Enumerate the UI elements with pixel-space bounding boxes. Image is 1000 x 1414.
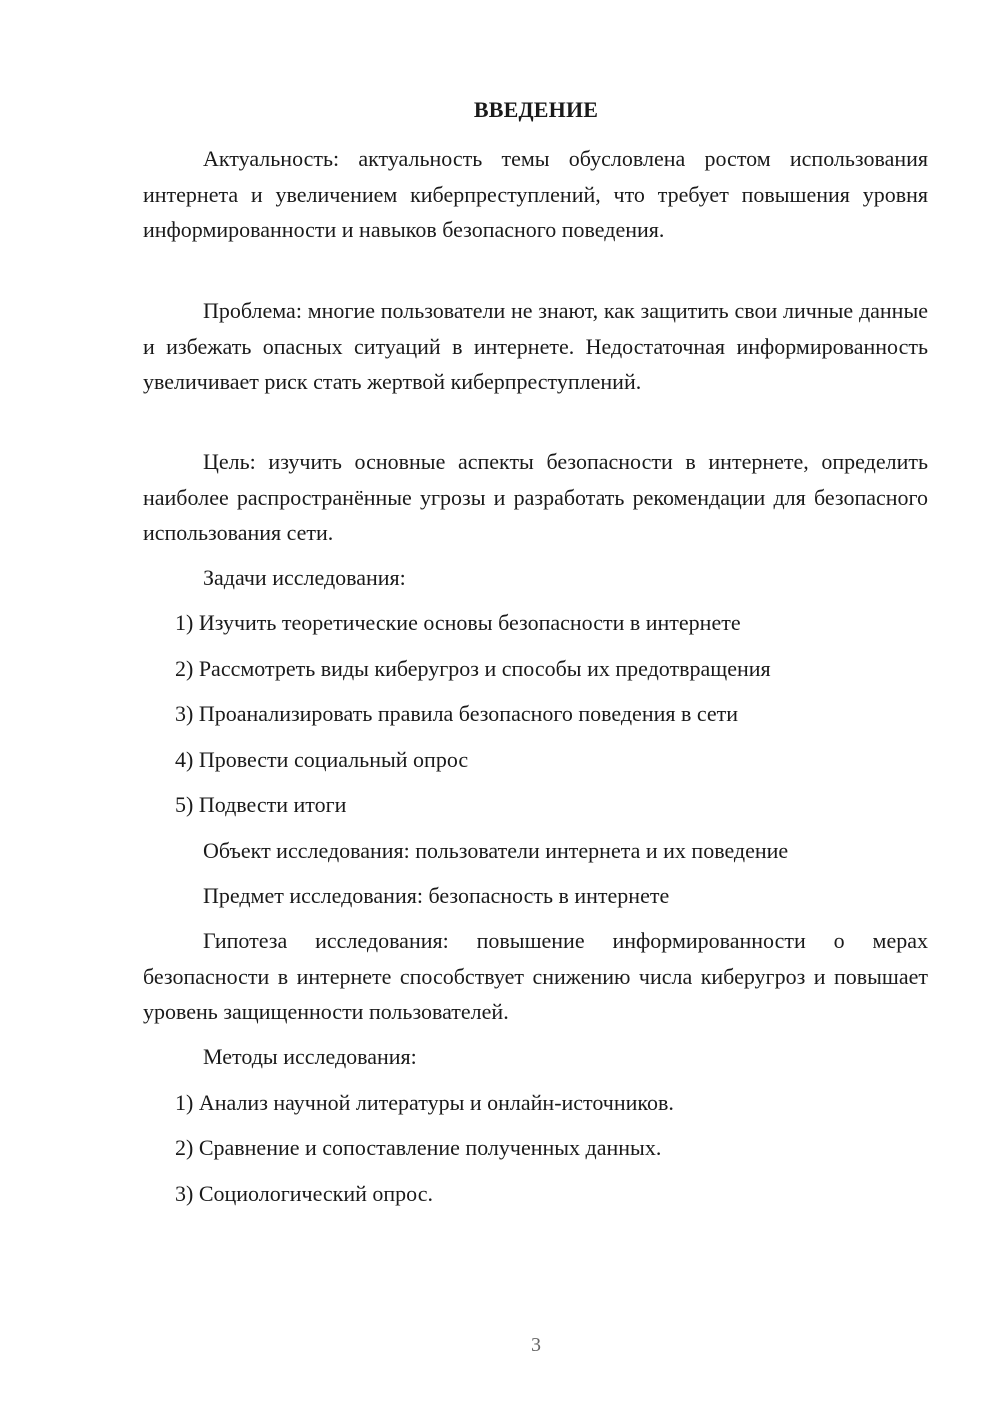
task-item: 5) Подвести итоги bbox=[175, 792, 347, 817]
goal-paragraph: Цель: изучить основные аспекты безопасности в интернете, определить наиболее распространённые угрозы и разработать рекомендации для безопасного использования сети. bbox=[143, 449, 928, 545]
task-item: 2) Рассмотреть виды киберугроз и способы их предотвращения bbox=[175, 656, 771, 681]
method-item: 3) Социологический опрос. bbox=[175, 1181, 433, 1206]
hypothesis-paragraph: Гипотеза исследования: повышение информированности о мерах безопасности в интернете способствует снижению числа киберугроз и повышает уровень защищенности пользователей. bbox=[143, 928, 928, 1024]
tasks-title: Задачи исследования: bbox=[203, 565, 406, 590]
task-item: 3) Проанализировать правила безопасного поведения в сети bbox=[175, 701, 739, 726]
task-item: 4) Провести социальный опрос bbox=[175, 747, 469, 772]
method-item: 2) Сравнение и сопоставление полученных данных. bbox=[175, 1135, 662, 1160]
relevance-paragraph: Актуальность: актуальность темы обусловлена ростом использования интернета и увеличением киберпреступлений, что требует повышения уровня информированности и навыков безопасного поведения. bbox=[143, 146, 928, 242]
page-number: 3 bbox=[531, 1334, 541, 1356]
problem-paragraph: Проблема: многие пользователи не знают, как защитить свои личные данные и избежать опасных ситуаций в интернете. Недостаточная информированность увеличивает риск стать жертвой киберпреступлений. bbox=[143, 298, 928, 394]
method-item: 1) Анализ научной литературы и онлайн-источников. bbox=[175, 1090, 674, 1115]
page-heading: ВВЕДЕНИЕ bbox=[473, 97, 599, 122]
methods-title: Методы исследования: bbox=[203, 1044, 417, 1069]
task-item: 1) Изучить теоретические основы безопасности в интернете bbox=[175, 610, 741, 635]
subject-line: Предмет исследования: безопасность в интернете bbox=[203, 883, 670, 908]
object-line: Объект исследования: пользователи интернета и их поведение bbox=[203, 838, 789, 863]
